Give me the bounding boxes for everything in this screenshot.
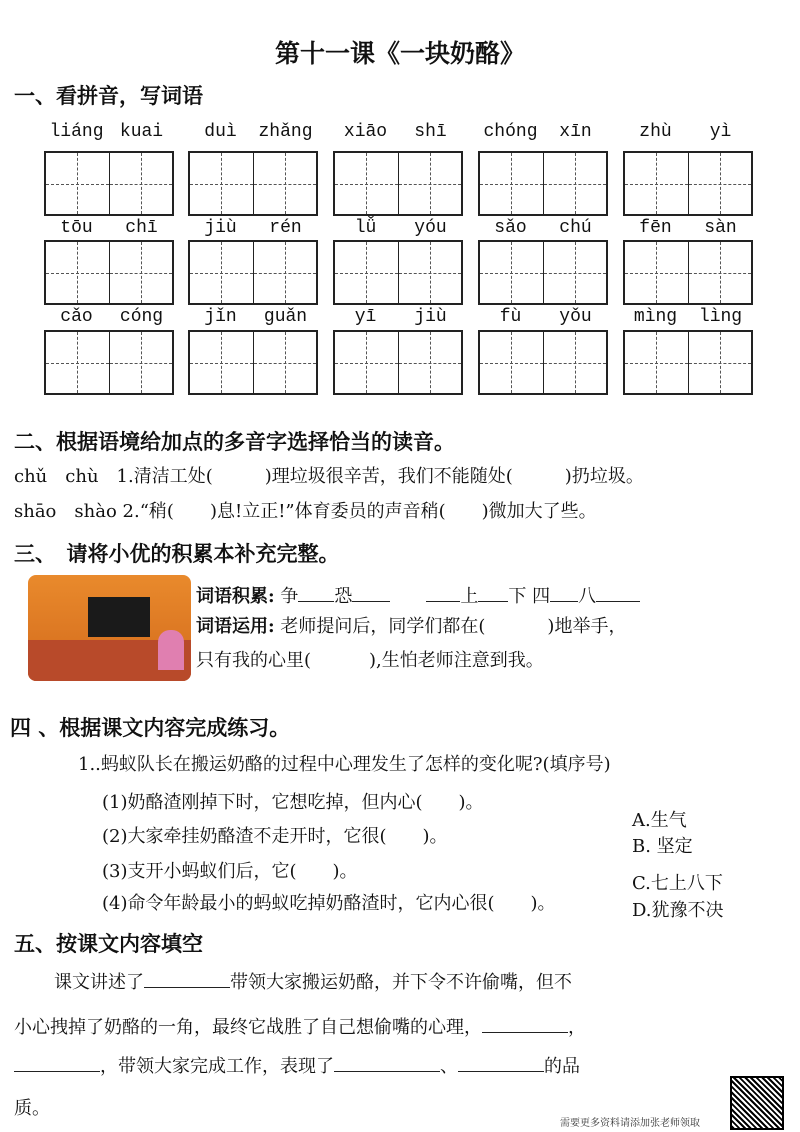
text: ，带领大家完成工作，表现了	[100, 1056, 334, 1077]
question-2-1	[14, 462, 644, 488]
writing-cell[interactable]	[544, 242, 607, 303]
fill-line-1	[54, 968, 572, 994]
writing-cell[interactable]	[544, 153, 607, 214]
pinyin-label: guǎn	[263, 307, 308, 327]
pinyin-label: yì	[709, 122, 732, 142]
item-1: (1)奶酪渣刚掉下时，它想吃掉，但内心( )。	[102, 792, 484, 813]
option-a: A.生气	[632, 810, 687, 831]
word-usage	[196, 612, 626, 638]
classroom-illustration	[28, 575, 191, 681]
text: 带领大家搬运奶酪，并下令不许偷嘴，但不	[230, 972, 572, 993]
pinyin-options: chǔ chù	[14, 466, 99, 487]
writing-cell[interactable]	[480, 332, 544, 393]
writing-grid-box[interactable]	[478, 240, 608, 305]
pinyin-label: zhǎng	[258, 122, 313, 142]
writing-cell[interactable]	[399, 332, 462, 393]
writing-grid-box[interactable]	[478, 151, 608, 216]
pinyin-label: yī	[354, 307, 377, 327]
pinyin-label: mìng	[633, 307, 678, 327]
writing-cell[interactable]	[110, 242, 173, 303]
pinyin-label: jǐn	[204, 307, 237, 327]
pinyin-label: fēn	[639, 218, 672, 238]
text: 下	[508, 586, 527, 607]
text: 只有我的心里(	[196, 650, 312, 671]
item-4: (4)命令年龄最小的蚂蚁吃掉奶酪渣时，它内心很( )。	[102, 893, 556, 914]
section-3-heading: 三、 请将小优的积累本补充完整。	[14, 542, 340, 566]
writing-cell[interactable]	[335, 153, 399, 214]
text: )理垃圾很辛苦，我们不能随处(	[264, 466, 513, 487]
text: 2.“稍(	[122, 501, 174, 522]
writing-grid-box[interactable]	[188, 151, 318, 216]
writing-cell[interactable]	[625, 332, 689, 393]
writing-cell[interactable]	[480, 153, 544, 214]
writing-cell[interactable]	[399, 153, 462, 214]
section-5-heading: 五、按课文内容填空	[14, 932, 203, 956]
item-2: (2)大家牵挂奶酪渣不走开时，它很( )。	[102, 826, 448, 847]
question-2-2	[14, 497, 597, 523]
writing-cell[interactable]	[689, 332, 752, 393]
pinyin-label: yǒu	[559, 307, 592, 327]
page-title: 第十一课《一块奶酪》	[274, 39, 525, 68]
pinyin-label: sàn	[704, 218, 737, 238]
text: )息!立正!”体育委员的声音稍(	[209, 501, 446, 522]
text: ，	[568, 1017, 586, 1038]
writing-grid-box[interactable]	[333, 330, 463, 395]
pinyin-label: liáng	[49, 122, 104, 142]
pinyin-label: jiù	[414, 307, 447, 327]
item-3: (3)支开小蚂蚁们后，它( )。	[102, 861, 358, 882]
pinyin-label: chī	[125, 218, 158, 238]
pinyin-label: cóng	[119, 307, 164, 327]
text: 恐	[334, 586, 353, 607]
writing-cell[interactable]	[46, 153, 110, 214]
writing-grid-box[interactable]	[333, 240, 463, 305]
pinyin-label: cǎo	[60, 307, 93, 327]
text: ),生怕老师注意到我。	[369, 650, 544, 671]
pinyin-label: fù	[499, 307, 522, 327]
writing-cell[interactable]	[335, 242, 399, 303]
writing-cell[interactable]	[625, 242, 689, 303]
text: 八	[578, 586, 597, 607]
writing-cell[interactable]	[689, 153, 752, 214]
writing-cell[interactable]	[190, 153, 254, 214]
question-4-1: 1..蚂蚁队长在搬运奶酪的过程中心理发生了怎样的变化呢?(填序号)	[78, 754, 611, 775]
text: )地举手，	[547, 616, 627, 637]
writing-cell[interactable]	[190, 332, 254, 393]
qr-code	[730, 1076, 784, 1130]
label: 词语积累:	[196, 586, 275, 607]
writing-cell[interactable]	[46, 332, 110, 393]
writing-cell[interactable]	[544, 332, 607, 393]
writing-grid-box[interactable]	[623, 330, 753, 395]
text: 四	[532, 586, 551, 607]
writing-grid-box[interactable]	[44, 240, 174, 305]
option-d: D.犹豫不决	[632, 900, 724, 921]
pinyin-label: lìng	[698, 307, 743, 327]
word-usage-line2	[196, 646, 544, 672]
writing-grid-box[interactable]	[188, 240, 318, 305]
writing-grid-box[interactable]	[188, 330, 318, 395]
label: 词语运用:	[196, 616, 275, 637]
writing-grid-box[interactable]	[44, 330, 174, 395]
writing-cell[interactable]	[335, 332, 399, 393]
section-2-heading: 二、根据语境给加点的多音字选择恰当的读音。	[14, 430, 455, 454]
footer-note: 需要更多资料请添加张老师领取	[560, 1118, 700, 1129]
pinyin-options: shāo shào	[14, 501, 117, 522]
fill-line-4: 质。	[14, 1098, 50, 1119]
word-accumulation	[196, 582, 640, 608]
writing-cell[interactable]	[254, 153, 317, 214]
section-1-heading: 一、看拼音，写词语	[14, 84, 203, 108]
fill-line-2	[14, 1013, 586, 1039]
writing-cell[interactable]	[480, 242, 544, 303]
pinyin-label: duì	[204, 122, 237, 142]
pinyin-label: zhù	[639, 122, 672, 142]
writing-cell[interactable]	[689, 242, 752, 303]
pinyin-label: chú	[559, 218, 592, 238]
writing-cell[interactable]	[254, 242, 317, 303]
text: 课文讲述了	[54, 972, 144, 993]
text: 争	[280, 586, 299, 607]
text: 1.清洁工处(	[116, 466, 213, 487]
text: 的品	[544, 1056, 580, 1077]
writing-cell[interactable]	[110, 153, 173, 214]
writing-cell[interactable]	[399, 242, 462, 303]
writing-cell[interactable]	[110, 332, 173, 393]
pinyin-label: chóng	[483, 122, 538, 142]
pinyin-label: tōu	[60, 218, 93, 238]
pinyin-label: xīn	[559, 122, 592, 142]
writing-grid-box[interactable]	[44, 151, 174, 216]
pinyin-label: shī	[414, 122, 447, 142]
option-b: B. 坚定	[632, 836, 693, 857]
writing-grid-box[interactable]	[623, 240, 753, 305]
text: 小心拽掉了奶酪的一角，最终它战胜了自己想偷嘴的心理，	[14, 1017, 482, 1038]
section-4-heading: 四 、根据课文内容完成练习。	[10, 716, 291, 740]
writing-grid-box[interactable]	[478, 330, 608, 395]
writing-cell[interactable]	[190, 242, 254, 303]
pinyin-label: xiāo	[343, 122, 388, 142]
writing-cell[interactable]	[254, 332, 317, 393]
writing-grid-box[interactable]	[333, 151, 463, 216]
pinyin-label: lǚ	[354, 218, 377, 238]
pinyin-label: jiù	[204, 218, 237, 238]
text: 老师提问后，同学们都在(	[280, 616, 486, 637]
text: 、	[440, 1056, 458, 1077]
pinyin-label: sǎo	[494, 218, 527, 238]
pinyin-label: rén	[269, 218, 302, 238]
text: )扔垃圾。	[564, 466, 644, 487]
option-c: C.七上八下	[632, 873, 723, 894]
pinyin-label: kuai	[119, 122, 164, 142]
text: )微加大了些。	[481, 501, 597, 522]
writing-cell[interactable]	[46, 242, 110, 303]
fill-line-3	[14, 1052, 580, 1078]
text: 上	[460, 586, 479, 607]
writing-cell[interactable]	[625, 153, 689, 214]
writing-grid-box[interactable]	[623, 151, 753, 216]
pinyin-label: yóu	[414, 218, 447, 238]
